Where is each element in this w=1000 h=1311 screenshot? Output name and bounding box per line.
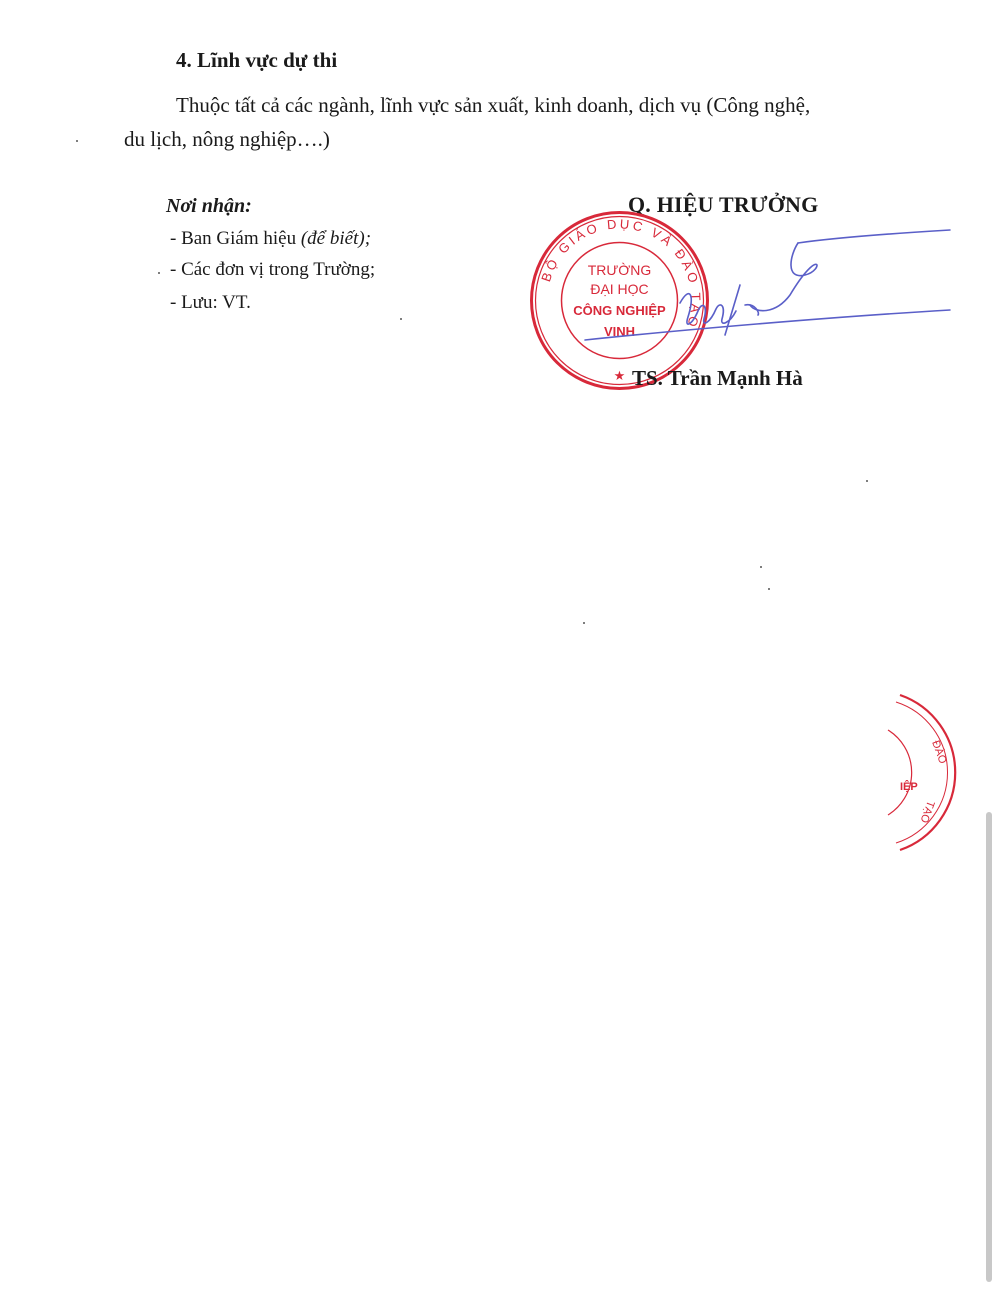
seal-line-4: VINH: [603, 324, 636, 339]
recipients-title: Nơi nhận:: [166, 195, 252, 217]
scan-speck: [583, 622, 585, 624]
svg-text:BỘ GIÁO DỤC VÀ ĐÀO TẠO: BỘ GIÁO DỤC VÀ ĐÀO TẠO: [538, 216, 704, 332]
scan-speck: [76, 140, 78, 142]
scan-speck: [158, 272, 160, 274]
svg-text:IỆP: IỆP: [900, 781, 918, 793]
scan-speck: [400, 318, 402, 320]
recipient-note: (để biết);: [300, 228, 372, 249]
svg-text:TẠO: TẠO: [917, 798, 937, 825]
signer-title: Q. HIỆU TRƯỞNG: [628, 192, 819, 217]
scan-speck: [866, 480, 868, 482]
section-title: 4. Lĩnh vực dự thi: [176, 48, 338, 72]
recipient-text: - Ban Giám hiệu: [170, 228, 301, 249]
signer-name: TS. Trần Mạnh Hà: [632, 366, 803, 390]
recipient-item: [170, 228, 371, 250]
svg-text:★: ★: [613, 368, 626, 383]
scan-speck: [768, 588, 770, 590]
vertical-scrollbar[interactable]: [986, 812, 992, 1282]
section-body-line-2: du lịch, nông nghiệp….): [124, 127, 330, 151]
seal-line-1: TRƯỜNG: [587, 262, 652, 278]
recipient-item: - Lưu: VT.: [170, 292, 251, 313]
svg-text:ĐÀO: ĐÀO: [929, 738, 949, 766]
section-body-line-1: Thuộc tất cả các ngành, lĩnh vực sản xuất, kinh doanh, dịch vụ (Công nghệ,: [176, 93, 811, 117]
seal-line-2: ĐẠI HỌC: [590, 281, 649, 297]
recipient-item: - Các đơn vị trong Trường;: [170, 259, 376, 280]
scan-speck: [760, 566, 762, 568]
seal-line-3: CÔNG NGHIỆP: [573, 303, 666, 318]
partial-seal: [860, 690, 970, 860]
handwritten-signature: [580, 225, 960, 355]
